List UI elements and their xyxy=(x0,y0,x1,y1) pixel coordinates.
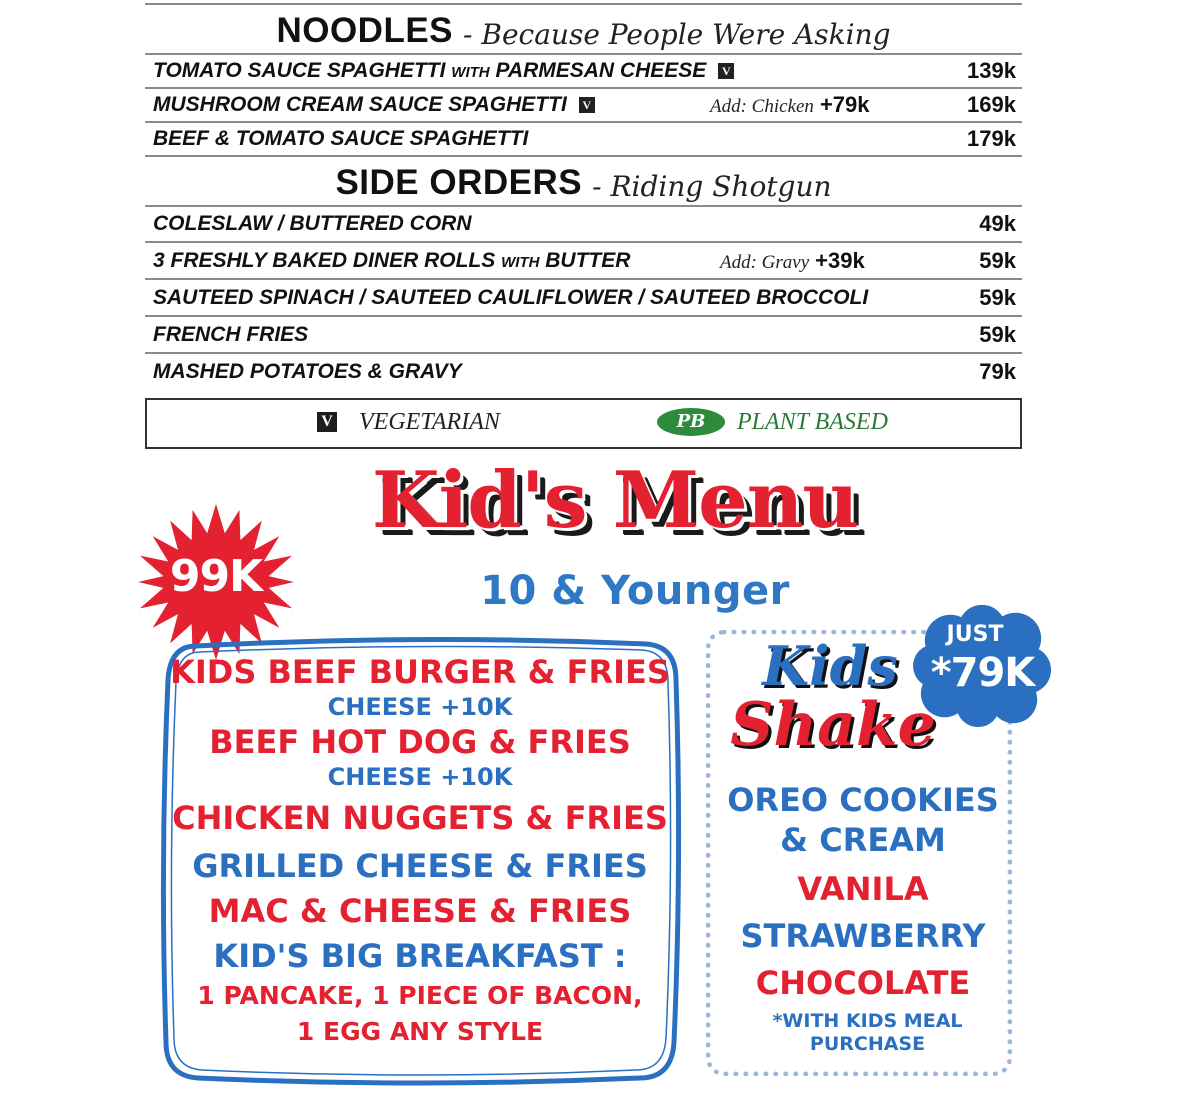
badge-label-just: JUST xyxy=(946,622,1004,647)
item-price: 59k xyxy=(979,284,1016,310)
kids-shake-title-line2: Shake xyxy=(730,690,936,760)
list-item-detail: 1 PANCAKE, 1 PIECE OF BACON, xyxy=(197,981,643,1010)
item-price: 49k xyxy=(979,211,1016,236)
item-name-small: WITH xyxy=(501,253,540,271)
menu-item-coleslaw xyxy=(145,207,1022,243)
flavor-item: & CREAM xyxy=(780,821,946,859)
menu-item-diner-rolls xyxy=(145,243,1022,280)
dietary-legend xyxy=(145,398,1022,449)
menu-item-tomato-spaghetti xyxy=(145,55,1022,89)
menu-item-french-fries xyxy=(145,317,1022,354)
noodles-title: NOODLES xyxy=(276,11,454,50)
shake-note-line: PURCHASE xyxy=(809,1033,926,1055)
list-item-detail: 1 EGG ANY STYLE xyxy=(296,1017,544,1046)
vegetarian-label: VEGETARIAN xyxy=(359,409,500,435)
menu-sections xyxy=(145,0,1022,390)
noodles-subtitle: - Because People Were Asking xyxy=(463,18,891,51)
list-item: KID'S BIG BREAKFAST : xyxy=(213,937,627,975)
addon-label: Add: Gravy xyxy=(720,251,810,273)
item-price: 59k xyxy=(979,247,1016,273)
sides-subtitle: - Riding Shotgun xyxy=(592,170,832,203)
list-item-addon: CHEESE +10K xyxy=(327,763,513,791)
vegetarian-icon: V xyxy=(317,412,337,432)
kids-shake-title-line1: Kids xyxy=(762,634,898,698)
list-item: GRILLED CHEESE & FRIES xyxy=(192,847,648,885)
item-addon xyxy=(710,92,870,118)
item-name-part: BUTTER xyxy=(539,248,631,272)
item-name: FRENCH FRIES xyxy=(153,322,309,346)
shake-note-line: *WITH KIDS MEAL xyxy=(772,1010,963,1032)
list-item: KIDS BEEF BURGER & FRIES xyxy=(170,653,670,691)
item-name-part: PARMESAN CHEESE xyxy=(489,59,707,82)
menu-item-sauteed-veg xyxy=(145,280,1022,317)
addon-price: +39k xyxy=(815,247,865,273)
item-name xyxy=(145,93,595,117)
kids-price-label: 99K xyxy=(169,551,263,602)
flavor-item: CHOCOLATE xyxy=(755,964,971,1002)
kids-menu-subtitle: 10 & Younger xyxy=(480,568,790,614)
item-name xyxy=(145,249,630,273)
item-name xyxy=(145,59,734,83)
list-item: CHICKEN NUGGETS & FRIES xyxy=(172,799,668,837)
item-price: 169k xyxy=(967,92,1016,117)
item-price: 139k xyxy=(967,58,1016,83)
vegetarian-icon: V xyxy=(579,97,595,113)
item-name-part: MUSHROOM CREAM SAUCE SPAGHETTI xyxy=(153,93,567,116)
shake-note xyxy=(740,1010,995,1056)
kids-menu-title: Kid's Menu xyxy=(371,455,859,546)
shake-flavors-list xyxy=(718,780,1008,1006)
item-name: MASHED POTATOES & GRAVY xyxy=(153,360,462,383)
addon-label: Add: Chicken xyxy=(710,96,814,117)
noodles-header xyxy=(145,5,1022,53)
sides-header xyxy=(145,157,1022,205)
item-name: BEEF & TOMATO SAUCE SPAGHETTI xyxy=(153,127,529,150)
item-name-part: 3 FRESHLY BAKED DINER ROLLS xyxy=(153,248,502,272)
sides-title: SIDE ORDERS xyxy=(335,163,583,202)
menu-item-beef-spaghetti xyxy=(145,123,1022,157)
item-name: SAUTEED SPINACH / SAUTEED CAULIFLOWER / SAUTEED BROCCOLI xyxy=(153,285,869,309)
flavor-item: OREO COOKIES xyxy=(727,781,999,819)
item-name-small: WITH xyxy=(451,64,490,81)
vegetarian-icon: V xyxy=(718,63,734,79)
plant-based-label: PLANT BASED xyxy=(737,409,888,435)
list-item: MAC & CHEESE & FRIES xyxy=(208,892,632,930)
kids-items-list xyxy=(160,652,680,1050)
addon-price: +79k xyxy=(819,92,870,117)
item-name-part: TOMATO SAUCE SPAGHETTI xyxy=(153,59,452,82)
list-item: BEEF HOT DOG & FRIES xyxy=(209,723,631,761)
flavor-item: STRAWBERRY xyxy=(740,917,986,955)
item-price: 59k xyxy=(979,321,1016,347)
item-price: 179k xyxy=(967,126,1016,151)
item-name: COLESLAW / BUTTERED CORN xyxy=(153,212,472,235)
menu-item-mushroom-spaghetti xyxy=(145,89,1022,123)
plant-based-icon: PB xyxy=(657,408,725,436)
list-item-addon: CHEESE +10K xyxy=(327,693,513,721)
item-price: 79k xyxy=(979,359,1016,384)
item-addon xyxy=(720,248,865,274)
flavor-item: VANILA xyxy=(797,870,929,908)
badge-label-price: *79K xyxy=(930,650,1035,696)
menu-item-mashed-potatoes xyxy=(145,354,1022,390)
